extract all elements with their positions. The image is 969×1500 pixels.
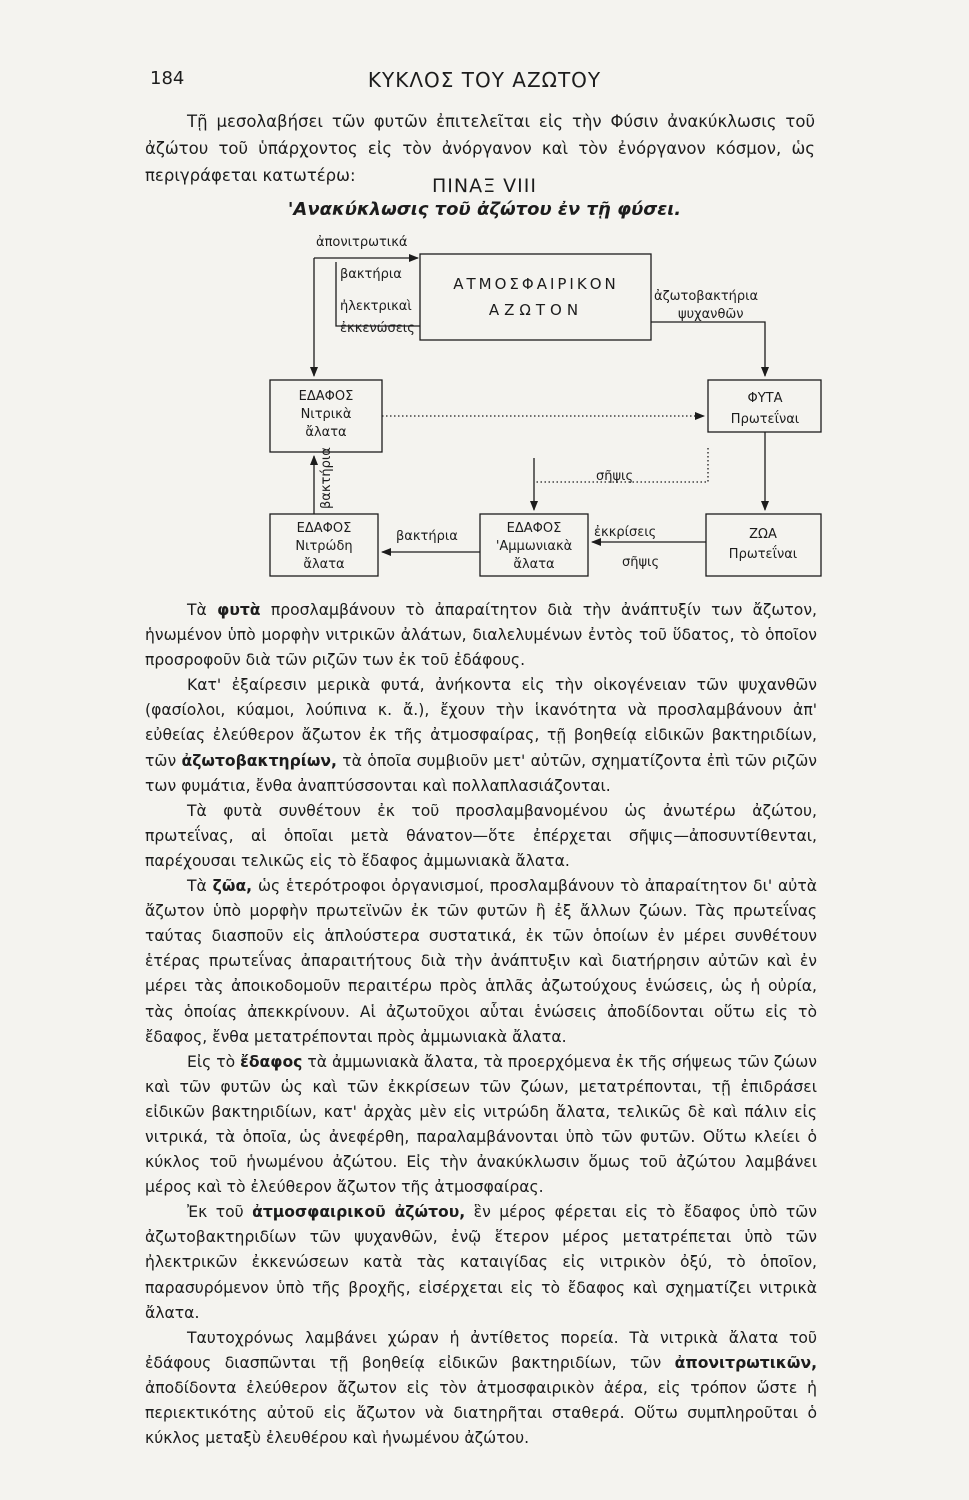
text-run: ὡς ἑτερότροφοι ὀργανισμοί, προσλαμβάνουν τὸ ἀπαραίτητον δι' αὐτὰ ἄζωτον ὑπὸ μορφὴν πρωτεϊνῶν ἐκ τῶν φυτῶν ἢ ἐξ ἄλλων ζώων. Τὰς πρωτεΐνας ταύτας διασποῦν εἰς ἁπλούστερα συστατικά, ἐκ τῶν ὁποίων ἐν μέρει συνθέτουν ἑτέρας πρωτεΐνας ἀπαραιτήτους διὰ τὴν ἀνάπτυξιν καὶ διατήρησιν αὐτῶν καὶ ἐν μέρει τὰς ἀποικοδομοῦν περαιτέρω πρὸς ἁπλᾶς ἀζωτούχους ἑνώσεις, ὡς ἡ οὐρία, τὰς ὁποίας ἀπεκκρίνουν. Αἱ ἀζωτοῦχοι αὗται ἑνώσεις ἀποδίδονται οὕτω εἰς τὸ ἔδαφος, ἔνθα μετατρέπονται πρὸς ἀμμωνιακὰ ἄλατα. — [145, 877, 817, 1046]
text-run: τὰ ὁποῖα συμβιοῦν μετ' αὐτῶν, σχηματίζοντα ἐπὶ τῶν ριζῶν των φυμάτια, ἔνθα ἀναπτύσσονται καὶ πολλαπλασιάζονται. — [145, 751, 817, 795]
text-run: ἀποδίδοντα ἐλεύθερον ἄζωτον εἰς τὸν ἀτμοσφαιρικὸν ἀέρα, εἰς τρόπον ὥστε ἡ περιεκτικότης αὐτοῦ εἰς ἄζωτον νὰ διατηρῆται σταθερά. Οὕτω συμπληροῦται ὁ κύκλος μεταξὺ ἐλευθέρου καὶ ἡνωμένου ἀζώτου. — [145, 1378, 817, 1448]
soil-ammonia-line1: ΕΔΑΦΟΣ — [506, 521, 562, 536]
highlighted-term: ζῶα, — [212, 877, 253, 896]
body-paragraph — [145, 673, 817, 798]
body-paragraph — [145, 799, 817, 874]
text-run: Ἐκ τοῦ — [187, 1203, 253, 1222]
text-run: Κατ' ἐξαίρεσιν μερικὰ φυτά, ἀνήκοντα εἰς τὴν οἰκογένειαν τῶν ψυχανθῶν (φασίολοι, κύαμοι, λούπινα κ. ἄ.), ἔχουν τὴν ἱκανότητα νὰ προσλαμβάνουν ἀπ' εὐθείας ἐλεύθερον ἄζωτον ἐκ τῆς ἀτμοσφαίρας, τῇ βοηθείᾳ εἰδικῶν βακτηριδίων, τῶν — [145, 676, 817, 770]
label-decay-bottom: σῆψις — [622, 555, 660, 570]
text-run: Ταυτοχρόνως λαμβάνει χώραν ἡ ἀντίθετος πορεία. Τὰ νιτρικὰ ἄλατα τοῦ ἐδάφους διασπῶνται τῇ βοηθείᾳ εἰδικῶν βακτηριδίων, τῶν — [145, 1328, 817, 1372]
label-decay-mid: σῆψις — [596, 469, 634, 484]
soil-nitrates-line3: ἄλατα — [305, 425, 347, 440]
body-paragraph — [145, 598, 817, 673]
text-run: Τὰ — [187, 877, 213, 896]
soil-nitrates-line1: ΕΔΑΦΟΣ — [298, 389, 354, 404]
label-bacteria-bottom: βακτήρια — [396, 529, 458, 544]
highlighted-term: ἀτμοσφαιρικοῦ ἀζώτου, — [252, 1203, 466, 1222]
text-run: Τὰ — [187, 601, 218, 619]
soil-nitrites-line3: ἄλατα — [303, 557, 345, 572]
running-title: ΚΥΚΛΟΣ ΤΟΥ ΑΖΩΤΟΥ — [367, 68, 602, 92]
highlighted-term: ἔδαφος — [240, 1052, 303, 1071]
body-text — [145, 598, 817, 1451]
text-run: Τὰ φυτὰ συνθέτουν ἐκ τοῦ προσλαμβανομένου ὡς ἀνωτέρω ἀζώτου, πρωτεΐνας, αἱ ὁποῖαι μετὰ θάνατον—ὅτε ἐπέρχεται σῆψις—ἀποσυντίθενται, παρέχουσαι τελικῶς εἰς τὸ ἔδαφος ἀμμωνιακὰ ἄλατα. — [145, 801, 817, 870]
atmosphere-box — [420, 254, 651, 340]
animals-box — [706, 514, 821, 576]
intro-paragraph: Τῇ μεσολαβήσει τῶν φυτῶν ἐπιτελεῖται εἰς τὴν Φύσιν ἀνακύκλωσις τοῦ ἀζώτου τοῦ ὑπάρχοντος εἰς τὸν ἀνόργανον καὶ τὸν ἐνόργανον κόσμον, ὡς περιγράφεται κατωτέρω: — [145, 112, 815, 185]
highlighted-term: φυτὰ — [217, 601, 261, 619]
label-discharges: ἐκκενώσεις — [340, 321, 415, 336]
text-run: τὰ ἀμμωνιακὰ ἄλατα, τὰ προερχόμενα ἐκ τῆς σήψεως τῶν ζώων καὶ τῶν φυτῶν ὡς καὶ τῶν ἐκκρίσεων τῶν ζώων, μετατρέπονται, τῇ ἐπιδράσει εἰδικῶν βακτηριδίων, κατ' ἀρχὰς μὲν εἰς νιτρώδη ἄλατα, τελικῶς δὲ καὶ πάλιν εἰς νιτρικά, τὰ ὁποῖα, ὡς ἀνεφέρθη, παραλαμβάνονται ὑπὸ τῶν φυτῶν. Οὕτω κλείει ὁ κύκλος τοῦ ἡνωμένου ἀζώτου. Εἰς τὴν ἀνακύκλωσιν ὅμως τοῦ ἀζώτου λαμβάνει μέρος καὶ τὸ ἐλεύθερον ἄζωτον τῆς ἀτμοσφαίρας. — [145, 1052, 817, 1197]
arrow-atmosphere-to-plants — [651, 322, 765, 376]
table-subtitle: 'Ανακύκλωσις τοῦ ἀζώτου ἐν τῇ φύσει. — [287, 199, 682, 220]
highlighted-term: ἀπονιτρωτικῶν, — [674, 1353, 817, 1372]
body-paragraph — [145, 874, 817, 1050]
animals-line2: Πρωτεΐναι — [728, 547, 798, 562]
highlighted-term: ἀζωτοβακτηρίων, — [181, 751, 337, 770]
text-run: ἓν μέρος φέρεται εἰς τὸ ἔδαφος ὑπὸ τῶν ἀζωτοβακτηριδίων τῶν ψυχανθῶν, ἐνῷ ἕτερον μέρος μετατρέπεται ὑπὸ τῶν ἠλεκτρικῶν ἐκκενώσεων κατὰ τὰς καταιγίδας εἰς νιτρικὸν ὀξύ, τὸ ὁποῖον, παρασυρόμενον ὑπὸ τῆς βροχῆς, εἰσέρχεται εἰς τὸ ἔδαφος καὶ σχηματίζει νιτρικὰ ἄλατα. — [145, 1203, 817, 1322]
atmosphere-line2: ΑΖΩΤΟΝ — [488, 301, 584, 319]
soil-ammonia-line2: 'Αμμωνιακὰ — [495, 539, 573, 554]
nitrogen-cycle-diagram — [250, 222, 830, 594]
table-heading: ΠΙΝΑΞ VIII — [432, 175, 537, 197]
body-paragraph — [145, 1200, 817, 1325]
plants-line2: Πρωτεΐναι — [730, 412, 800, 427]
animals-line1: ΖΩΑ — [749, 527, 777, 542]
body-paragraph — [145, 1326, 817, 1451]
soil-nitrites-line1: ΕΔΑΦΟΣ — [296, 521, 352, 536]
page-number: 184 — [150, 68, 185, 89]
body-paragraph — [145, 1050, 817, 1201]
plants-line1: ΦΥΤΑ — [747, 391, 783, 406]
label-bacteria-vertical: βακτήρια — [319, 447, 334, 509]
soil-nitrites-line2: Νιτρώδη — [295, 539, 353, 554]
soil-ammonia-line3: ἄλατα — [513, 557, 555, 572]
label-legumes: ψυχανθῶν — [678, 307, 744, 322]
text-run: Εἰς τὸ — [187, 1052, 241, 1071]
text-run: προσλαμβάνουν τὸ ἀπαραίτητον διὰ τὴν ἀνάπτυξίν των ἄζωτον, ἡνωμένον ὑπὸ μορφὴν νιτρικῶν ἀλάτων, διαλελυμένων ἐντὸς τοῦ ὕδατος, τὸ ὁποῖον προσροφοῦν διὰ τῶν ριζῶν των ἐκ τοῦ ἐδάφους. — [145, 601, 818, 670]
label-electric: ἠλεκτρικαὶ — [340, 299, 412, 314]
soil-nitrates-line2: Νιτρικὰ — [300, 407, 352, 422]
atmosphere-line1: ΑΤΜΟΣΦΑΙΡΙΚΟΝ — [453, 275, 619, 293]
label-bacteria-top: βακτήρια — [340, 267, 402, 282]
label-excretions: ἐκκρίσεις — [594, 525, 657, 540]
label-azotobacteria: ἀζωτοβακτήρια — [654, 289, 759, 304]
label-denitrifying: ἀπονιτρωτικά — [316, 235, 408, 250]
